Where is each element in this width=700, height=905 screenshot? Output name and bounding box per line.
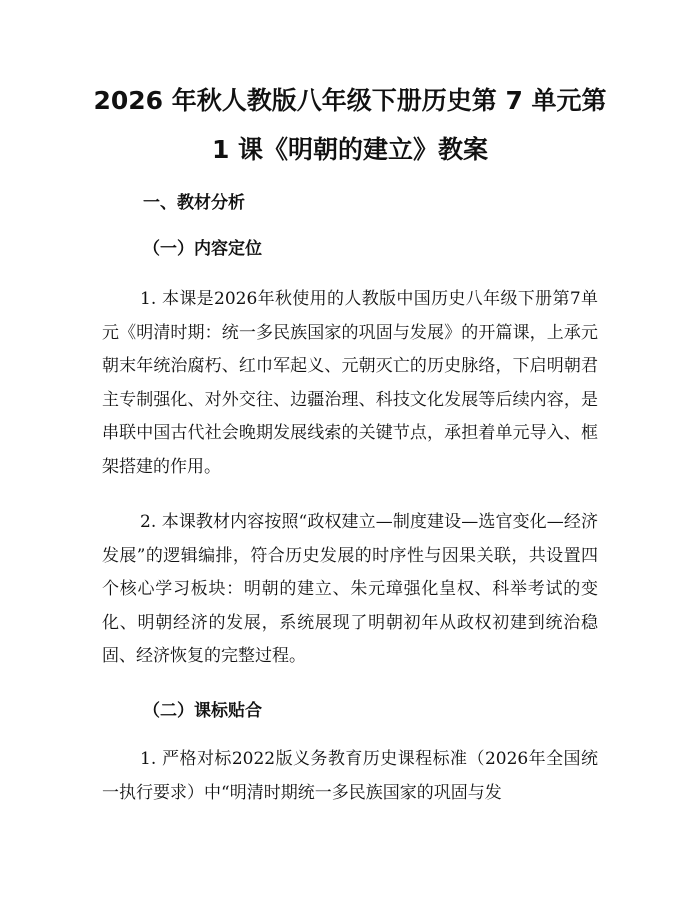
paragraph-text: 2. 本课教材内容按照“政权建立—制度建设—选官变化—经济发展”的逻辑编排，符合历史发展的时序性与因果关联，共设置四个核心学习板块：明朝的建立、朱元璋强化皇权、科举考试的变化、明朝经济的发展，系统展现了明朝初年从政权初建到统治稳固、经济恢复的完整过程。 — [102, 512, 598, 667]
document-title-line-2: 1 课《明朝的建立》教案 — [211, 135, 489, 164]
document-title-line-1: 2026 年秋人教版八年级下册历史第 7 单元第 — [93, 86, 607, 115]
paragraph-content-positioning-1 — [102, 283, 598, 485]
paragraph-curriculum-alignment-1 — [102, 743, 598, 810]
subsection-heading-content-positioning: （一）内容定位 — [143, 239, 262, 259]
paragraph-text: 1. 严格对标2022版义务教育历史课程标准（2026年全国统一执行要求）中“明清时期统一多民族国家的巩固与发 — [102, 749, 598, 803]
paragraph-text: 1. 本课是2026年秋使用的人教版中国历史八年级下册第7单元《明清时期：统一多民族国家的巩固与发展》的开篇课，上承元朝末年统治腐朽、红巾军起义、元朝灭亡的历史脉络，下启明朝君主专制强化、对外交往、边疆治理、科技文化发展等后续内容，是串联中国古代社会晚期发展线索的关键节点，承担着单元导入、框架搭建的作用。 — [102, 289, 598, 477]
subsection-heading-curriculum-alignment: （二）课标贴合 — [143, 701, 262, 721]
section-heading-teaching-material-analysis: 一、教材分析 — [143, 193, 245, 213]
paragraph-content-positioning-2 — [102, 506, 598, 674]
